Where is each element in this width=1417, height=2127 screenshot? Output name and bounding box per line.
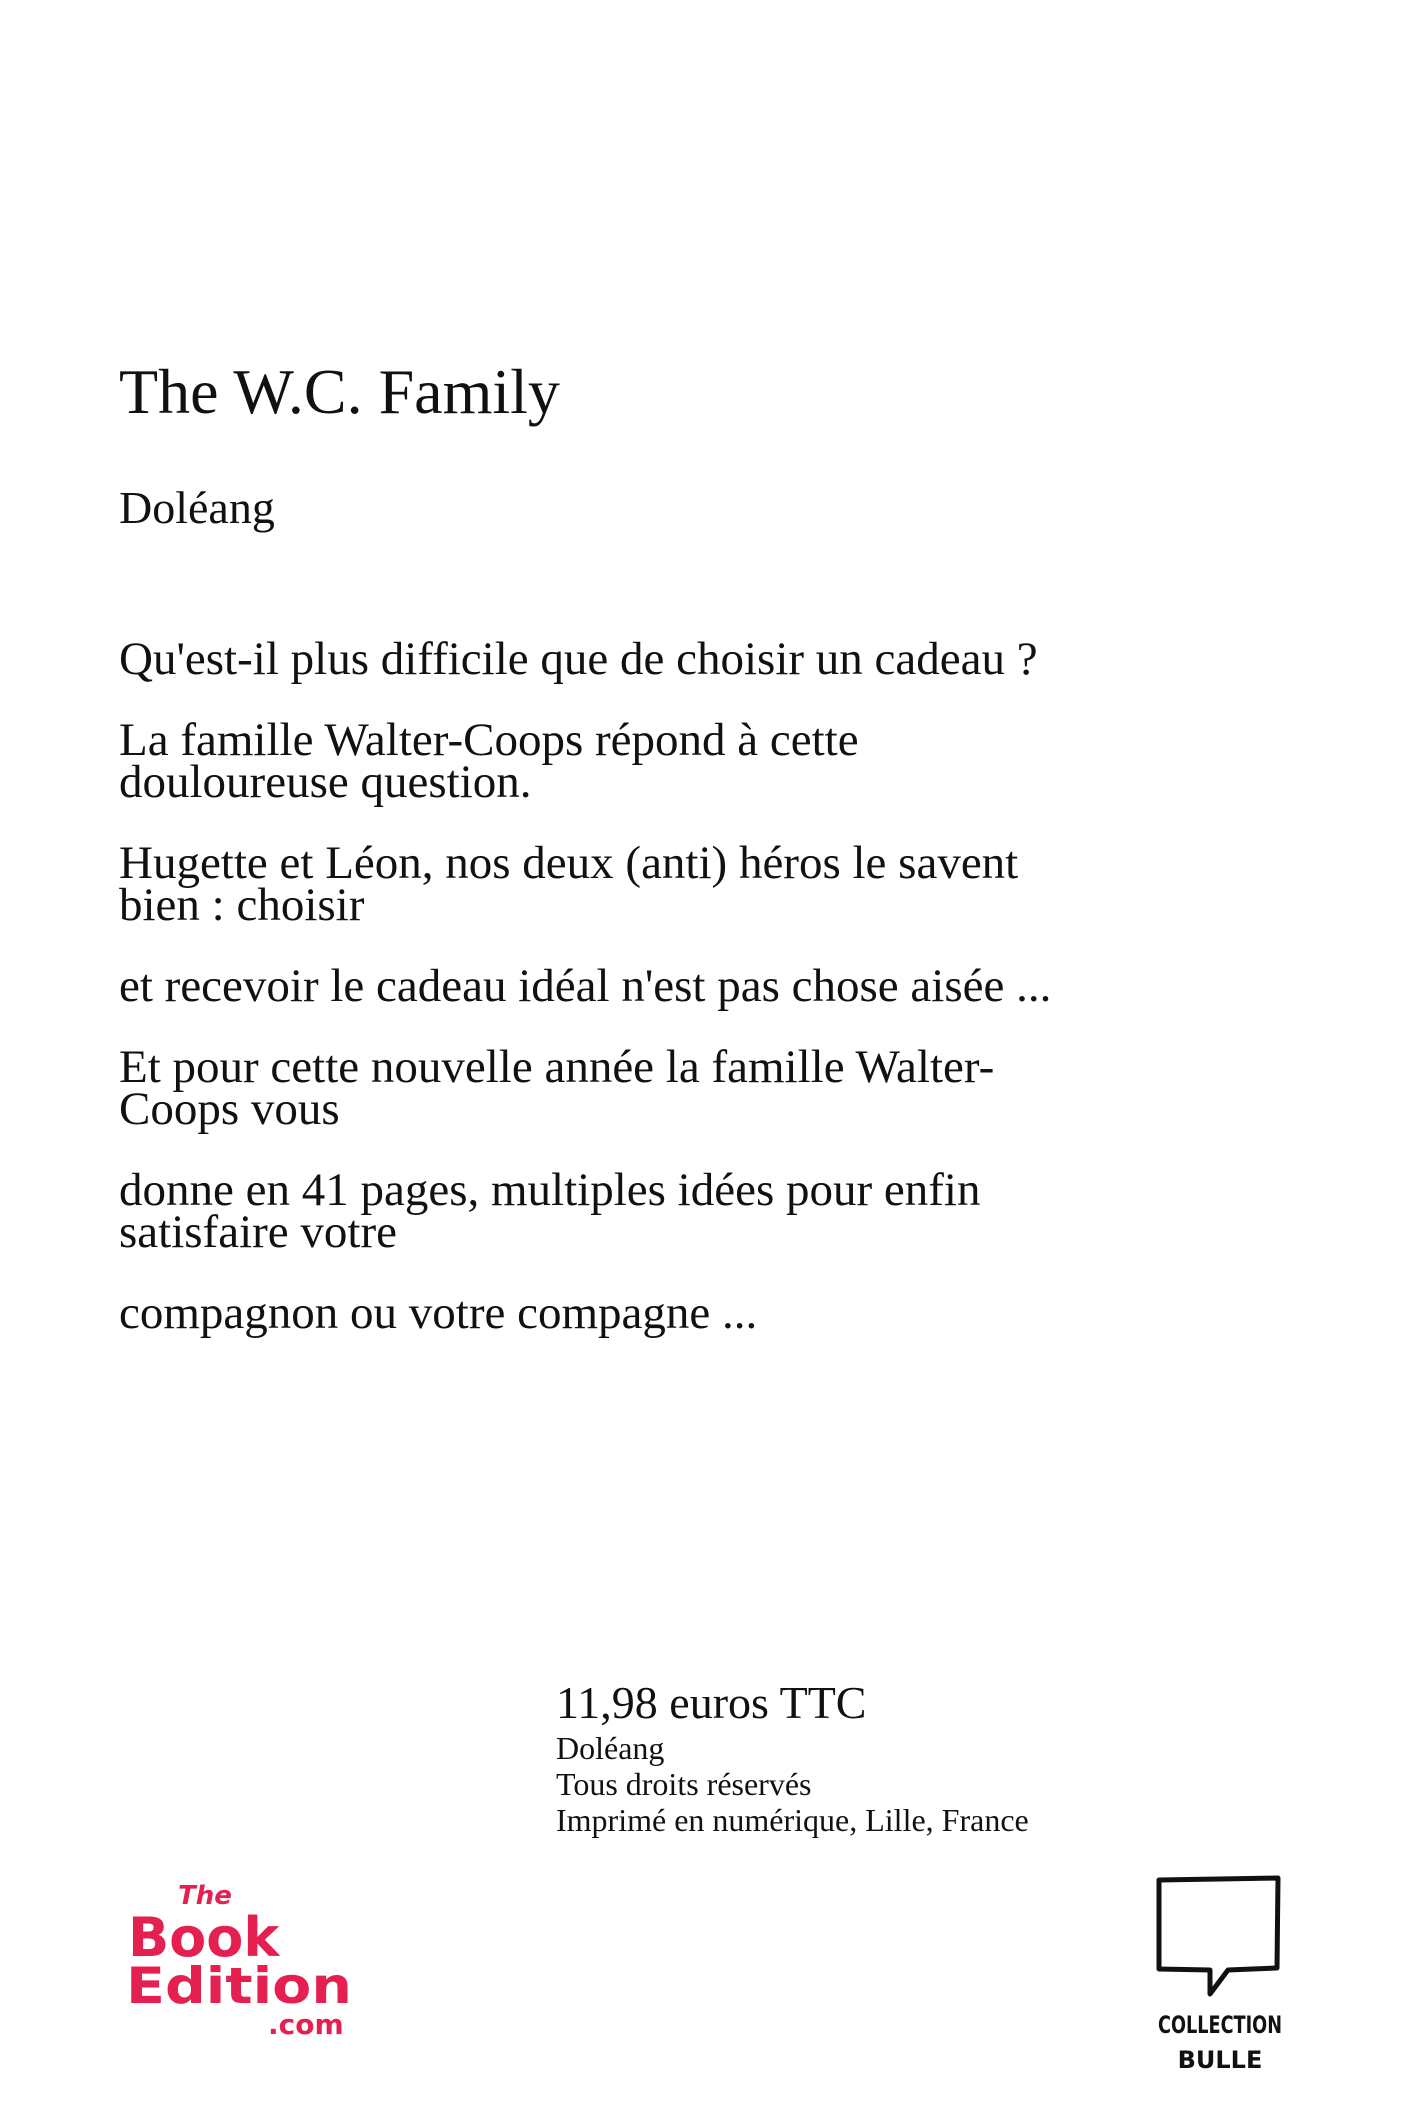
logo-domain: .com	[268, 2008, 344, 2041]
speech-bubble-icon	[1159, 1878, 1278, 1994]
price: 11,98 euros TTC	[556, 1677, 867, 1728]
imprint-author: Doléang	[556, 1730, 665, 1766]
blurb-paragraph: La famille Walter-Coops répond à cette douloureuse question.	[119, 714, 859, 808]
book-author: Doléang	[119, 482, 275, 533]
blurb-paragraph: Qu'est-il plus difficile que de choisir un cadeau ?	[119, 633, 1038, 685]
printing-notice: Imprimé en numérique, Lille, France	[556, 1802, 1029, 1838]
blurb-paragraph: Et pour cette nouvelle année la famille Walter-Coops vous	[119, 1041, 995, 1135]
blurb-paragraph: compagnon ou votre compagne ...	[119, 1287, 758, 1339]
logo-the: The	[178, 1881, 232, 1911]
logo-edition: Edition	[126, 1957, 352, 2015]
blurb-paragraph: donne en 41 pages, multiples idées pour enfin satisfaire votre	[119, 1164, 981, 1258]
rights-notice: Tous droits réservés	[556, 1766, 812, 1802]
collection-label: COLLECTION	[1158, 2011, 1282, 2039]
bulle-label: BULLE	[1177, 2046, 1263, 2074]
blurb-paragraph: Hugette et Léon, nos deux (anti) héros le savent bien : choisir	[119, 837, 1019, 931]
thebookedition-logo	[126, 1878, 356, 2041]
imprint-block	[556, 1678, 1029, 1838]
book-title: The W.C. Family	[119, 356, 560, 427]
back-cover-blurb	[119, 633, 1079, 1373]
blurb-paragraph: et recevoir le cadeau idéal n'est pas chose aisée ...	[119, 960, 1052, 1012]
logo-book: Book	[128, 1906, 280, 1969]
collection-bulle-logo	[1150, 1868, 1290, 2078]
